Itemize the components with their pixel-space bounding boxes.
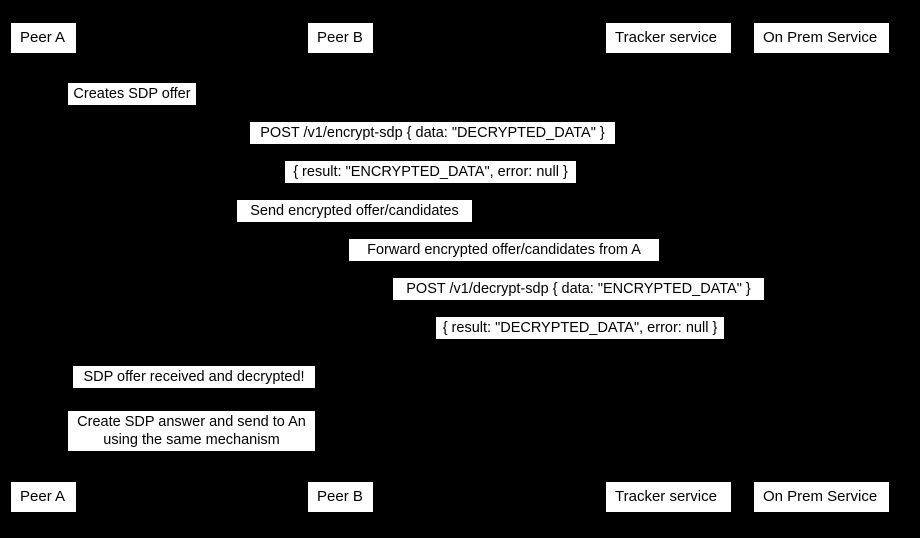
message-post-encrypt-sdp: POST /v1/encrypt-sdp { data: "DECRYPTED_DATA" }: [250, 122, 615, 144]
participant-peer-b-top: Peer B: [307, 22, 374, 54]
message-send-encrypted-offer: Send encrypted offer/candidates: [237, 200, 472, 222]
message-encrypt-sdp-result: { result: "ENCRYPTED_DATA", error: null }: [285, 161, 576, 183]
participant-peer-a-bottom: Peer A: [10, 481, 77, 513]
message-sdp-offer-received: SDP offer received and decrypted!: [73, 366, 315, 388]
participant-on-prem-service-bottom: On Prem Service: [753, 481, 890, 513]
message-forward-encrypted-offer: Forward encrypted offer/candidates from A: [349, 239, 659, 261]
participant-tracker-service-bottom: Tracker service: [605, 481, 732, 513]
message-create-sdp-answer: Create SDP answer and send to An using the same mechanism: [68, 411, 315, 451]
message-creates-sdp-offer: Creates SDP offer: [68, 83, 196, 105]
participant-peer-a-top: Peer A: [10, 22, 77, 54]
participant-tracker-service-top: Tracker service: [605, 22, 732, 54]
message-post-decrypt-sdp: POST /v1/decrypt-sdp { data: "ENCRYPTED_DATA" }: [393, 278, 764, 300]
participant-on-prem-service-top: On Prem Service: [753, 22, 890, 54]
participant-peer-b-bottom: Peer B: [307, 481, 374, 513]
message-decrypt-sdp-result: { result: "DECRYPTED_DATA", error: null }: [436, 317, 724, 339]
